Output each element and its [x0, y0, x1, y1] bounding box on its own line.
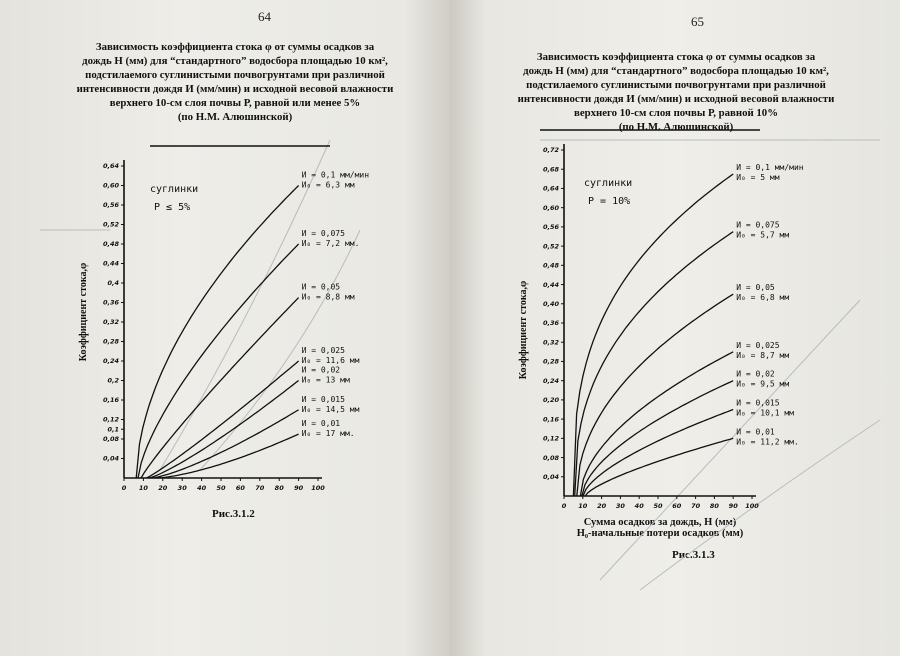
x-tick-label: 40 [634, 502, 644, 510]
page-number-right: 65 [691, 14, 704, 29]
series-label-initial-loss: И₀ = 8,7 мм [736, 350, 790, 360]
x-tick-label: 100 [311, 484, 325, 492]
series-label-initial-loss: И₀ = 17 мм. [301, 429, 355, 439]
series-label-intensity: И = 0,02 [736, 369, 775, 379]
series-label-intensity: И = 0,025 [736, 340, 780, 350]
series-label-intensity: И = 0,025 [301, 346, 345, 355]
series-label-initial-loss: И₀ = 14,5 мм [301, 404, 360, 414]
moisture-note: P ≤ 5% [154, 202, 191, 213]
x-tick-label: 50 [653, 502, 663, 510]
series-label-initial-loss: И₀ = 13 мм [301, 375, 350, 385]
page-number-left: 64 [258, 9, 271, 24]
x-tick-label: 20 [158, 484, 168, 492]
left-title-line: дождь Н (мм) для “стандартного” водосбора площадью 10 км², [82, 55, 388, 67]
curve-series [583, 410, 733, 497]
y-axis-label: Коэффициент стока,φ [518, 280, 529, 380]
right-title-line: (по Н.М. Алюшинской) [618, 121, 734, 133]
y-tick-label: 0,52 [102, 220, 119, 229]
x-tick-label: 100 [745, 502, 759, 510]
curve-series [575, 232, 734, 496]
series-label-intensity: И = 0,075 [301, 229, 345, 238]
left-title-line: подстилаемого суглинистыми почвогрунтами при различной [85, 69, 385, 81]
series-label-initial-loss: И₀ = 11,2 мм. [736, 437, 799, 447]
series-label-intensity: И = 0,1 мм/мин [301, 170, 370, 180]
series-label-initial-loss: И₀ = 10,1 мм [736, 408, 794, 418]
y-tick-label: 0,08 [542, 453, 559, 462]
right-title-line: Зависимость коэффициента стока φ от суммы осадков за [536, 51, 816, 63]
y-tick-label: 0,36 [542, 319, 559, 328]
y-tick-label: 0,68 [542, 165, 559, 174]
y-tick-label: 0,28 [542, 357, 559, 366]
y-tick-label: 0,56 [542, 223, 559, 232]
series-label-intensity: И = 0,075 [736, 220, 780, 230]
x-tick-label: 30 [615, 502, 625, 510]
y-tick-label: 0,64 [102, 162, 119, 171]
soil-note: суглинки [150, 184, 199, 195]
x-tick-label: 80 [274, 484, 284, 492]
series-label-intensity: И = 0,01 [301, 419, 341, 429]
y-tick-label: 0,04 [102, 454, 119, 463]
series-label-initial-loss: И₀ = 5 мм [736, 173, 780, 183]
y-tick-label: 0,12 [542, 434, 559, 443]
x-tick-label: 10 [138, 484, 148, 492]
x-tick-label: 10 [578, 502, 588, 510]
y-tick-label: 0,1 [107, 425, 119, 434]
x-tick-label: 60 [235, 484, 245, 492]
x-tick-label: 80 [709, 502, 719, 510]
x-tick-label: 0 [121, 484, 127, 492]
x-tick-label: 60 [672, 502, 682, 510]
y-tick-label: 0,44 [542, 280, 559, 289]
y-tick-label: 0,16 [102, 396, 119, 405]
x-tick-label: 0 [561, 502, 567, 510]
y-tick-label: 0,12 [102, 415, 119, 424]
left-title-line: интенсивности дождя И (мм/мин) и исходной весовой влажности [76, 83, 394, 95]
series-label-initial-loss: И₀ = 7,2 мм. [301, 239, 360, 248]
chart-right-curves [573, 174, 733, 496]
curve-series [573, 174, 733, 496]
y-tick-label: 0,08 [102, 435, 119, 444]
x-tick-label: 90 [294, 484, 304, 492]
series-label-intensity: И = 0,015 [736, 398, 780, 408]
right-title-line: подстилаемого суглинистыми почвогрунтами при различной [526, 79, 826, 91]
y-tick-label: 0,48 [542, 261, 559, 270]
curve-series [582, 381, 733, 496]
y-tick-label: 0,32 [542, 338, 559, 347]
chart-right-labels [584, 163, 804, 446]
y-tick-label: 0,04 [542, 472, 559, 481]
left-figure-label: Рис.3.1.2 [212, 508, 255, 520]
series-label-intensity: И = 0,05 [301, 282, 341, 292]
y-tick-label: 0,2 [107, 376, 119, 385]
y-tick-label: 0,24 [102, 357, 119, 366]
x-tick-label: 30 [177, 484, 187, 492]
x-tick-label: 20 [597, 502, 607, 510]
series-label-initial-loss: И₀ = 6,8 мм [736, 293, 790, 303]
x-tick-label: 90 [728, 502, 738, 510]
x-tick-label: 70 [255, 484, 265, 492]
right-title-line: верхнего 10-см слоя почвы Р, равной 10% [574, 107, 778, 119]
series-label-intensity: И = 0,1 мм/мин [736, 163, 804, 173]
y-tick-label: 0,4 [107, 279, 119, 288]
soil-note: суглинки [584, 178, 633, 189]
y-tick-label: 0,32 [102, 318, 119, 327]
y-tick-label: 0,56 [102, 201, 119, 210]
right-figure-label: Рис.3.1.3 [672, 549, 715, 561]
x-axis-label-line: Н₀-начальные потери осадков (мм) [576, 528, 744, 539]
series-label-intensity: И = 0,02 [301, 365, 341, 375]
y-tick-label: 0,40 [542, 299, 559, 308]
x-tick-label: 50 [216, 484, 226, 492]
y-tick-label: 0,20 [542, 396, 559, 405]
chart-right-axes [518, 144, 759, 510]
y-tick-label: 0,60 [542, 203, 559, 212]
y-tick-label: 0,28 [102, 337, 119, 346]
moisture-note: P = 10% [588, 196, 631, 207]
series-label-intensity: И = 0,015 [301, 394, 345, 404]
y-tick-label: 0,64 [542, 184, 559, 193]
curve-series [580, 352, 733, 496]
x-tick-label: 40 [197, 484, 207, 492]
y-tick-label: 0,36 [102, 298, 119, 307]
series-label-initial-loss: И₀ = 9,5 мм [736, 379, 790, 389]
x-tick-label: 70 [691, 502, 701, 510]
y-tick-label: 0,52 [542, 242, 559, 251]
left-title-line: Зависимость коэффициента стока φ от суммы осадков за [95, 41, 375, 53]
x-axis-label-line: Сумма осадков за дождь, Н (мм) [583, 517, 737, 528]
y-tick-label: 0,72 [542, 146, 559, 155]
left-title-line: (по Н.М. Алюшинской) [177, 111, 293, 123]
curve-series [585, 438, 733, 496]
y-tick-label: 0,44 [102, 259, 119, 268]
left-title-line: верхнего 10-см слоя почвы Р, равной или менее 5% [109, 97, 361, 109]
series-label-initial-loss: И₀ = 11,6 мм [301, 356, 360, 365]
series-label-intensity: И = 0,01 [736, 427, 775, 437]
y-tick-label: 0,24 [542, 376, 559, 385]
y-tick-label: 0,48 [102, 240, 119, 249]
series-label-initial-loss: И₀ = 6,3 мм [301, 180, 355, 190]
right-title-line: интенсивности дождя И (мм/мин) и исходной весовой влажности [517, 93, 835, 105]
right-title-line: дождь Н (мм) для “стандартного” водосбора площадью 10 км², [523, 65, 829, 77]
y-axis-label: Коэффициент стока,φ [78, 262, 89, 362]
series-label-initial-loss: И₀ = 8,8 мм [301, 292, 355, 302]
y-tick-label: 0,16 [542, 415, 559, 424]
series-label-initial-loss: И₀ = 5,7 мм [736, 230, 790, 240]
y-tick-label: 0,60 [102, 181, 119, 190]
series-label-intensity: И = 0,05 [736, 283, 775, 293]
